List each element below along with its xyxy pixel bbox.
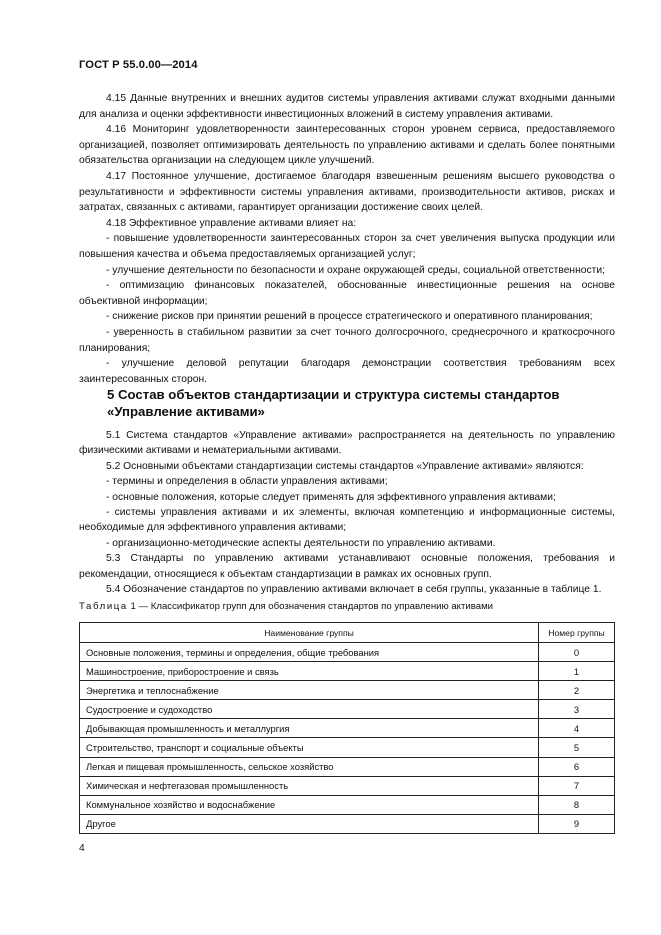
table-row xyxy=(80,814,615,833)
group-number-cell: 1 xyxy=(539,662,615,681)
list-item: - повышение удовлетворенности заинтересованных сторон за счет увеличения выпуска продукции или повышения качества и объема предоставляемых организацией услуг; xyxy=(79,233,615,260)
paragraph-5-1: 5.1 Система стандартов «Управление активами» распространяется на деятельность по управлению физическими активами и нематериальными активами. xyxy=(79,430,615,457)
group-name-cell: Машиностроение, приборостроение и связь xyxy=(80,662,539,681)
group-name-cell: Основные положения, термины и определения, общие требования xyxy=(80,643,539,662)
list-item: - уверенность в стабильном развитии за счет точного долгосрочного, среднесрочного и краткосрочного планирования; xyxy=(79,326,615,354)
table-row xyxy=(80,757,615,776)
table-row xyxy=(80,795,615,814)
list-item: - термины и определения в области управления активами; xyxy=(106,476,388,488)
document-code-header: ГОСТ Р 55.0.00—2014 xyxy=(79,59,198,71)
paragraph-4-16: 4.16 Мониторинг удовлетворенности заинтересованных сторон уровнем сервиса, предоставляемого организацией, позволяет оптимизировать деятельность по управлению активами и сделать более понятными обязательства организации на следующем цикле улучшений. xyxy=(79,124,615,167)
table-caption-text: 1 — Классификатор групп для обозначения стандартов по управлению активами xyxy=(127,601,494,612)
paragraph-5-2: 5.2 Основными объектами стандартизации системы стандартов «Управление активами» являются: xyxy=(106,460,584,472)
table-row xyxy=(80,738,615,757)
paragraph-5-4: 5.4 Обозначение стандартов по управлению активами включает в себя группы, указанные в таблице 1. xyxy=(106,584,602,596)
group-name-cell: Добывающая промышленность и металлургия xyxy=(80,719,539,738)
list-item: - улучшение деловой репутации благодаря демонстрации соответствия требованиям всех заинтересованных сторон. xyxy=(79,358,615,385)
group-number-cell: 4 xyxy=(539,719,615,738)
group-name-cell: Коммунальное хозяйство и водоснабжение xyxy=(80,795,539,814)
paragraph-4-18: 4.18 Эффективное управление активами влияет на: xyxy=(106,217,357,229)
group-name-cell: Другое xyxy=(80,814,539,833)
table-row xyxy=(80,681,615,700)
section-5-title xyxy=(107,387,607,420)
group-number-cell: 8 xyxy=(539,795,615,814)
list-item: - основные положения, которые следует применять для эффективного управления активами; xyxy=(106,491,556,503)
table-row xyxy=(80,662,615,681)
table-caption xyxy=(79,600,619,613)
group-number-cell: 5 xyxy=(539,738,615,757)
list-item: - оптимизацию финансовых показателей, обоснованные инвестиционные решения на основе объективной информации; xyxy=(79,280,615,307)
group-number-cell: 9 xyxy=(539,814,615,833)
section-title-line: «Управление активами» xyxy=(107,403,265,419)
paragraph-4-15: 4.15 Данные внутренних и внешних аудитов системы управления активами служат входными данными для анализа и оценки эффективности инвестиционных вложений в систему управления активами. xyxy=(79,93,615,120)
table-row xyxy=(80,643,615,662)
group-number-cell: 6 xyxy=(539,757,615,776)
group-number-cell: 7 xyxy=(539,776,615,795)
list-item: - организационно-методические аспекты деятельности по управлению активами. xyxy=(106,537,496,549)
group-number-cell: 2 xyxy=(539,681,615,700)
section-title-line: 5 Состав объектов стандартизации и структура системы стандартов xyxy=(107,387,560,402)
group-name-cell: Судостроение и судоходство xyxy=(80,700,539,719)
clause-4-body xyxy=(79,91,615,387)
group-number-cell: 0 xyxy=(539,643,615,662)
list-item: - улучшение деятельности по безопасности и охране окружающей среды, социальной ответственности; xyxy=(106,264,606,276)
group-name-cell: Химическая и нефтегазовая промышленность xyxy=(80,776,539,795)
list-item: - снижение рисков при принятии решений в процессе стратегического и оперативного планирования; xyxy=(106,311,593,323)
group-name-cell: Строительство, транспорт и социальные объекты xyxy=(80,738,539,757)
table-header-row xyxy=(80,623,615,643)
table-row xyxy=(80,700,615,719)
page-number: 4 xyxy=(79,843,85,854)
group-name-cell: Легкая и пищевая промышленность, сельское хозяйство xyxy=(80,757,539,776)
clause-5-body xyxy=(79,428,615,597)
table-caption-label: Таблица xyxy=(79,601,128,612)
column-header-name: Наименование группы xyxy=(80,623,539,643)
paragraph-5-3: 5.3 Стандарты по управлению активами устанавливают основные положения, требования и рекомендации, относящиеся к объектам стандартизации в рамках их основных групп. xyxy=(79,553,615,580)
paragraph-4-17: 4.17 Постоянное улучшение, достигаемое благодаря взвешенным решениям высшего руководства о результативности и эффективности системы управления активами, производительности активов, рисках и затратах, связанных с активами, гарантирует организации достижение своих целей. xyxy=(79,170,615,214)
table-row xyxy=(80,719,615,738)
column-header-number: Номер группы xyxy=(539,623,615,643)
group-name-cell: Энергетика и теплоснабжение xyxy=(80,681,539,700)
list-item: - системы управления активами и их элементы, включая компетенцию и информационные системы, необходимые для эффективного управления активами; xyxy=(79,507,615,534)
table-row xyxy=(80,776,615,795)
group-classifier-table xyxy=(79,622,615,834)
group-number-cell: 3 xyxy=(539,700,615,719)
